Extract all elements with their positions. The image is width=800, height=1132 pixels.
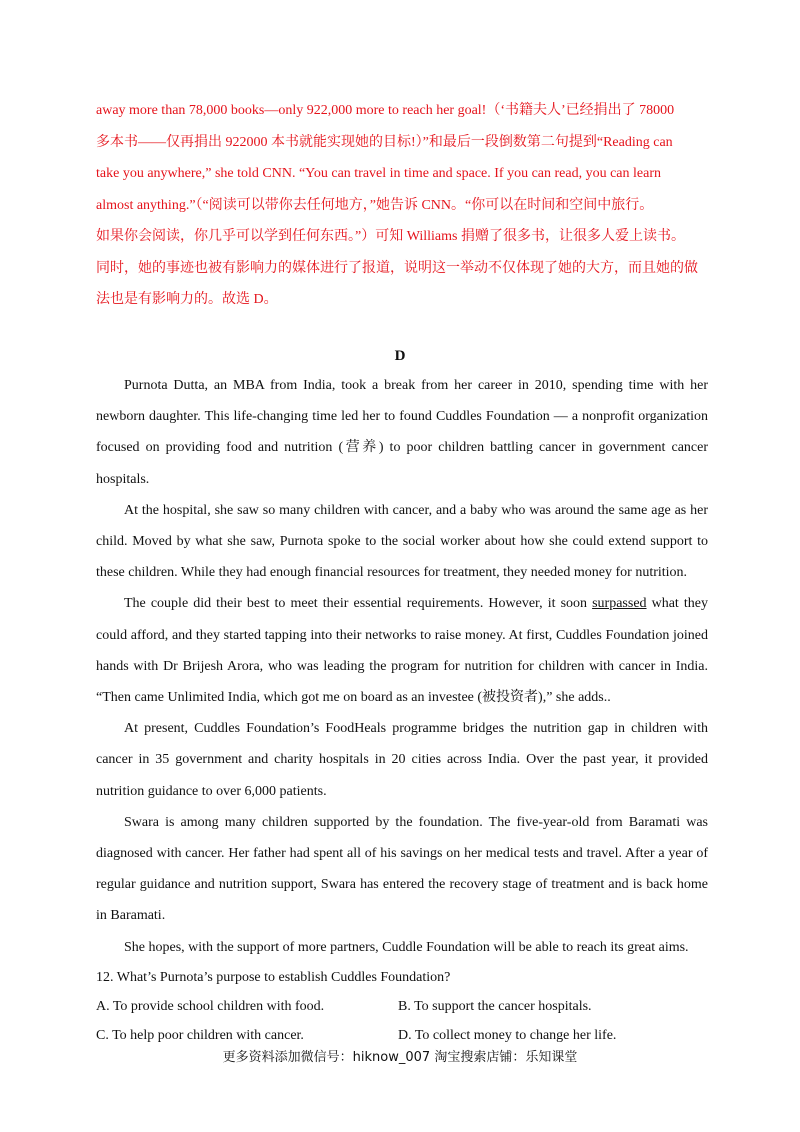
passage-paragraphs bbox=[96, 370, 708, 963]
options-row-1 bbox=[96, 992, 708, 1021]
paragraph-5: Swara is among many children supported by the foundation. The five-year-old from Baramati was diagnosed with cancer. Her father had spent all of his savings on her medical tests and travel. After a year of regular guidance and nutrition support, Swara has entered the recovery stage of treatment and is back home in Baramati. bbox=[96, 814, 708, 924]
paragraph-6: She hopes, with the support of more partners, Cuddle Foundation will be able to reach its great aims. bbox=[124, 939, 689, 955]
explanation-line: away more than 78,000 books—only 922,000 more to reach her goal!（‘书籍夫人’已经捐出了 78000 bbox=[96, 103, 675, 118]
explanation-line: 法也是有影响力的。故选 D。 bbox=[96, 292, 278, 307]
option-d: D. To collect money to change her life. bbox=[398, 1027, 617, 1043]
explanation-line: almost anything.”（“阅读可以带你去任何地方，”她告诉 CNN。“你可以在时间和空间中旅行。 bbox=[96, 197, 654, 213]
answer-explanation bbox=[96, 95, 708, 316]
paragraph-3-after: what they could afford, and they started tapping into their networks to raise money. At first, Cuddles Foundation joined hands with Dr Brijesh Arora, who was leading the program for nutrition for children with cancer in India. “Then came Unlimited India, which got me on board as an investee (被投资者),” she adds.. bbox=[96, 596, 708, 706]
option-b: B. To support the cancer hospitals. bbox=[398, 998, 592, 1014]
paragraph-1: Purnota Dutta, an MBA from India, took a break from her career in 2010, spending time with her newborn daughter. This life-changing time led her to found Cuddles Foundation — a nonprofit organization focused on providing food and nutrition (营养) to poor children battling cancer in government cancer hospitals. bbox=[96, 378, 708, 487]
option-c: C. To help poor children with cancer. bbox=[96, 1027, 304, 1043]
paragraph-2: At the hospital, she saw so many children with cancer, and a baby who was around the same age as her child. Moved by what she saw, Purnota spoke to the social worker about how she could extend support to these children. While they had enough financial resources for treatment, they needed money for nutrition. bbox=[96, 502, 708, 581]
explanation-line: 同时，她的事迹也被有影响力的媒体进行了报道，说明这一举动不仅体现了她的大方，而且她的做 bbox=[96, 260, 698, 276]
option-a: A. To provide school children with food. bbox=[96, 998, 325, 1014]
passage-body bbox=[96, 370, 708, 1050]
question-12: 12. What’s Purnota’s purpose to establish Cuddles Foundation? bbox=[96, 969, 451, 985]
paragraph-4: At present, Cuddles Foundation’s FoodHeals programme bridges the nutrition gap in children with cancer in 35 government and charity hospitals in 20 cities across India. Over the past year, it provided nutrition guidance to over 6,000 patients. bbox=[96, 721, 708, 799]
paragraph-3 bbox=[96, 588, 708, 713]
passage-title: D bbox=[394, 348, 406, 364]
page-footer: 更多资料添加微信号：hiknow_007 淘宝搜索店铺：乐知课堂 bbox=[222, 1050, 578, 1065]
underlined-word: surpassed bbox=[592, 596, 647, 612]
explanation-line: 如果你会阅读，你几乎可以学到任何东西。”）可知 Williams 捐赠了很多书，让很多人爱上读书。 bbox=[96, 229, 685, 244]
explanation-line: 多本书——仅再捐出 922000 本书就能实现她的目标!）”和最后一段倒数第二句提到“Reading can bbox=[96, 134, 673, 150]
paragraph-3-before: The couple did their best to meet their essential requirements. However, it soon bbox=[124, 596, 593, 612]
explanation-line: take you anywhere,” she told CNN. “You can travel in time and space. If you can read, you can learn bbox=[96, 166, 661, 181]
